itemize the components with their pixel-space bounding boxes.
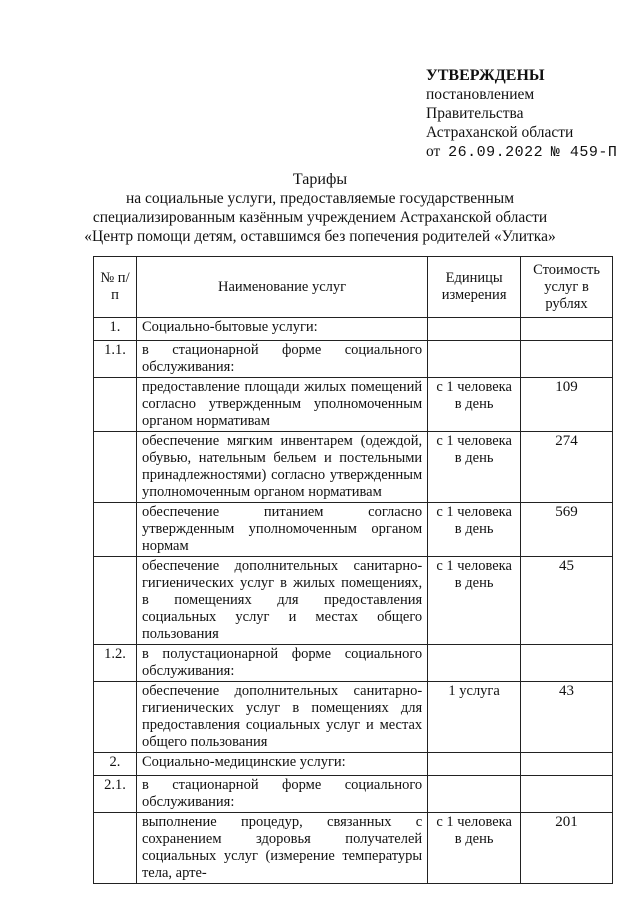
header-price: Стоимость услуг в рублях [521, 257, 613, 318]
row-name: обеспечение мягким инвентарем (одеждой, обувью, нательным бельем и постельными принадлежностями) согласно утвержденным уполномоченным органом нормативам [136, 432, 427, 503]
approval-stamp [426, 66, 617, 162]
row-num [94, 813, 137, 884]
table-row [94, 645, 613, 682]
table-row [94, 341, 613, 378]
table-row [94, 682, 613, 753]
table-row [94, 776, 613, 813]
row-num [94, 432, 137, 503]
row-name: обеспечение питанием согласно утвержденным уполномоченным органом нормам [136, 503, 427, 557]
row-price [521, 776, 613, 813]
row-name: обеспечение дополнительных санитарно-гигиенических услуг в жилых помещениях, в помещениях для предоставления социальных услуг и местах общего пользования [136, 557, 427, 645]
header-name: Наименование услуг [136, 257, 427, 318]
table-row [94, 503, 613, 557]
row-unit: с 1 человека в день [428, 432, 521, 503]
row-unit: с 1 человека в день [428, 813, 521, 884]
approval-date-prefix: от [426, 143, 441, 160]
row-name: предоставление площади жилых помещений согласно утвержденным уполномоченным органом нормативам [136, 378, 427, 432]
row-name: обеспечение дополнительных санитарно-гигиенических услуг в помещениях для предоставления социальных услуг и местах общего пользования [136, 682, 427, 753]
table-row [94, 753, 613, 776]
approval-line-1: постановлением [426, 86, 535, 103]
title-line-3: специализированным казённым учреждением Астраханской области [92, 209, 548, 226]
row-price [521, 753, 613, 776]
row-price: 45 [521, 557, 613, 645]
table-row [94, 378, 613, 432]
row-num [94, 682, 137, 753]
table-row [94, 813, 613, 884]
approval-date-line [426, 142, 617, 162]
row-unit [428, 341, 521, 378]
row-price: 43 [521, 682, 613, 753]
row-unit [428, 318, 521, 341]
row-price: 569 [521, 503, 613, 557]
row-num [94, 503, 137, 557]
row-num: 2.1. [94, 776, 137, 813]
row-num: 1.2. [94, 645, 137, 682]
document-title [0, 170, 640, 246]
header-num: № п/п [94, 257, 137, 318]
approval-line-2: Правительства [426, 105, 524, 122]
row-unit [428, 753, 521, 776]
row-name: Социально-бытовые услуги: [136, 318, 427, 341]
table-row [94, 318, 613, 341]
row-unit [428, 776, 521, 813]
header-unit: Единицы измерения [428, 257, 521, 318]
row-price [521, 645, 613, 682]
row-price: 274 [521, 432, 613, 503]
row-price [521, 318, 613, 341]
title-line-4: «Центр помощи детям, оставшимся без попечения родителей «Улитка» [84, 228, 556, 245]
row-name: в полустационарной форме социального обслуживания: [136, 645, 427, 682]
row-num [94, 378, 137, 432]
title-line-1: Тарифы [292, 171, 348, 188]
row-num: 2. [94, 753, 137, 776]
table-row [94, 557, 613, 645]
row-num [94, 557, 137, 645]
row-unit: с 1 человека в день [428, 378, 521, 432]
title-line-2: на социальные услуги, предоставляемые государственным [125, 190, 514, 207]
approval-head: УТВЕРЖДЕНЫ [426, 67, 545, 84]
row-num: 1.1. [94, 341, 137, 378]
row-unit [428, 645, 521, 682]
approval-date: 26.09.2022 [448, 144, 544, 161]
table-header-row [94, 257, 613, 318]
approval-number: № 459-П [550, 144, 618, 161]
tariffs-table [93, 256, 613, 884]
row-name: в стационарной форме социального обслуживания: [136, 341, 427, 378]
row-unit: с 1 человека в день [428, 503, 521, 557]
row-name: выполнение процедур, связанных с сохранением здоровья получателей социальных услуг (измерение температуры тела, арте- [136, 813, 427, 884]
row-num: 1. [94, 318, 137, 341]
row-unit: с 1 человека в день [428, 557, 521, 645]
table-row [94, 432, 613, 503]
row-price: 109 [521, 378, 613, 432]
row-unit: 1 услуга [428, 682, 521, 753]
row-name: в стационарной форме социального обслуживания: [136, 776, 427, 813]
row-price: 201 [521, 813, 613, 884]
row-price [521, 341, 613, 378]
row-name: Социально-медицинские услуги: [136, 753, 427, 776]
approval-line-3: Астраханской области [426, 124, 574, 141]
